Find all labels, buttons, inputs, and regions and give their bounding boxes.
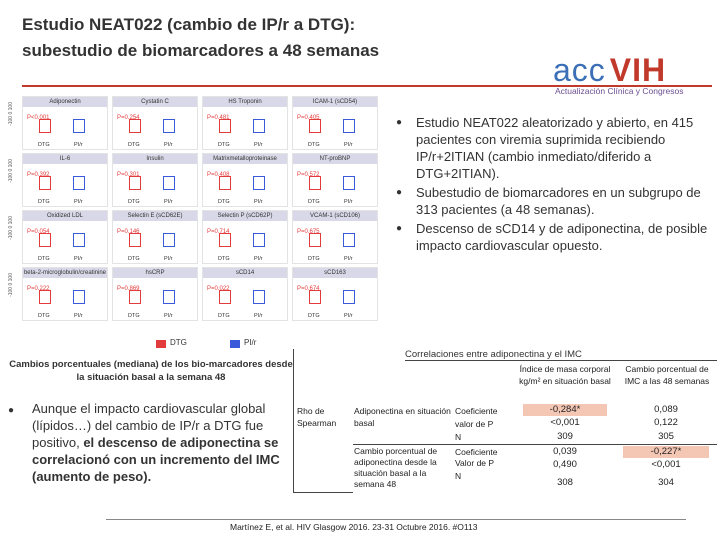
x-label-dtg: DTG (38, 313, 50, 319)
row2-stat-n: N (455, 471, 462, 481)
x-label-dtg: DTG (218, 256, 230, 262)
pir-box (163, 233, 175, 247)
legend-pir-swatch (230, 340, 240, 348)
pir-box (253, 176, 265, 190)
panel-title: hsCRP (113, 268, 197, 278)
logo-subtitle: Actualización Clínica y Congresos (555, 86, 684, 96)
dtg-box (39, 290, 51, 304)
dtg-box (129, 233, 141, 247)
x-label-pir: PI/r (254, 313, 263, 319)
r1-change-coef: 0,089 (654, 404, 678, 415)
panel-title: IL-6 (23, 154, 107, 164)
panel-pvalue: P=0.222 (27, 286, 50, 292)
panel-pvalue: P=0.054 (27, 229, 50, 235)
biomarker-panel (292, 96, 378, 150)
bullet-dot-icon: ● (396, 187, 403, 198)
x-label-pir: PI/r (344, 256, 353, 262)
x-label-dtg: DTG (308, 142, 320, 148)
x-label-pir: PI/r (164, 256, 173, 262)
panel-title: ICAM-1 (sCD54) (293, 97, 377, 107)
x-label-dtg: DTG (128, 256, 140, 262)
study-bullets (396, 114, 712, 256)
logo-acc-text: acc (553, 52, 606, 88)
pir-box (343, 176, 355, 190)
biomarker-panel (292, 210, 378, 264)
y-axis-ticks: -100 0 100 (8, 159, 14, 183)
dtg-box (39, 119, 51, 133)
slide-title-line2: subestudio de biomarcadores a 48 semanas (22, 41, 380, 60)
x-label-pir: PI/r (254, 142, 263, 148)
biomarker-panel (112, 153, 198, 207)
x-label-dtg: DTG (218, 142, 230, 148)
plots-caption: Cambios porcentuales (mediana) de los bio-marcadores desde la situación basal a la semana 48 (9, 359, 293, 383)
panel-pvalue: P=0.572 (297, 172, 320, 178)
pir-box (73, 119, 85, 133)
panel-pvalue: P=0.405 (297, 115, 320, 121)
x-label-dtg: DTG (308, 313, 320, 319)
panel-pvalue: P=0.146 (117, 229, 140, 235)
panel-title: Insulin (113, 154, 197, 164)
header-imc-change: Cambio porcentual de IMC a las 48 semanas (624, 364, 710, 386)
correlation-table (293, 349, 717, 520)
legend-dtg-label: DTG (170, 338, 187, 347)
bullet-dot-icon: ● (396, 117, 403, 128)
y-axis-ticks: -100 0 100 (8, 273, 14, 297)
conclusion-text: Aunque el impacto cardiovascular global (lípidos…) del cambio de IP/r a DTG fue positivo, (32, 401, 266, 450)
r1-imc-coef: -0,284* (523, 404, 607, 416)
dtg-box (129, 176, 141, 190)
biomarker-panel (22, 96, 108, 150)
acc-vih-logo (553, 52, 713, 98)
panel-title: beta-2-microglobulin/creatinine (23, 270, 107, 276)
bullet-text: Descenso de sCD14 y de adiponectina, de posible impacto cardiovascular opuesto. (416, 221, 708, 253)
bullet-item (396, 114, 712, 182)
bullet-item (396, 184, 712, 218)
r2-imc-n: 308 (557, 477, 573, 488)
pir-box (163, 176, 175, 190)
x-label-dtg: DTG (128, 313, 140, 319)
legend-pir-label: PI/r (244, 338, 257, 347)
x-label-dtg: DTG (218, 199, 230, 205)
x-label-pir: PI/r (164, 142, 173, 148)
dtg-box (219, 176, 231, 190)
x-label-pir: PI/r (74, 142, 83, 148)
x-label-pir: PI/r (164, 313, 173, 319)
panel-title: sCD163 (293, 268, 377, 278)
x-label-dtg: DTG (128, 142, 140, 148)
r1-imc-p: <0,001 (550, 417, 580, 428)
row2-label: Cambio porcentual de adiponectina desde la situación basal a la semana 48 (354, 446, 438, 489)
biomarker-panel (22, 267, 108, 321)
slide-title-line1: Estudio NEAT022 (cambio de IP/r a DTG): (22, 15, 356, 34)
panel-pvalue: P=0.869 (117, 286, 140, 292)
pir-box (163, 290, 175, 304)
r2-imc-coef: 0,039 (553, 446, 577, 457)
x-label-dtg: DTG (38, 199, 50, 205)
y-axis-ticks: -100 0 100 (8, 216, 14, 240)
panel-pvalue: P=0.392 (27, 172, 50, 178)
pir-box (343, 119, 355, 133)
pir-box (73, 290, 85, 304)
row1-label: Adiponectina en situación basal (354, 406, 451, 428)
r2-change-n: 304 (658, 477, 674, 488)
y-axis-ticks: -100 0 100 (8, 102, 14, 126)
dtg-box (309, 290, 321, 304)
r2-imc-p: 0,490 (553, 459, 577, 470)
row2-stat-p: Valor de P (455, 458, 495, 468)
x-label-dtg: DTG (308, 199, 320, 205)
panel-title: Matrixmetalloproteinase (203, 154, 287, 164)
panel-pvalue: P<0.001 (27, 115, 50, 121)
slide-title (22, 12, 542, 64)
biomarker-panel (202, 210, 288, 264)
x-label-dtg: DTG (38, 256, 50, 262)
panel-pvalue: P=0.714 (207, 229, 230, 235)
panel-title: sCD14 (203, 268, 287, 278)
r1-change-p: 0,122 (654, 417, 678, 428)
dtg-box (129, 290, 141, 304)
dtg-box (309, 176, 321, 190)
dtg-box (39, 233, 51, 247)
x-label-dtg: DTG (128, 199, 140, 205)
header-imc: Índice de masa corporal kg/m² en situación basal (519, 364, 611, 386)
biomarker-panel (112, 210, 198, 264)
panel-title: Selectin P (sCD62P) (203, 211, 287, 221)
x-label-pir: PI/r (344, 199, 353, 205)
biomarker-panel (22, 153, 108, 207)
table-rule (293, 349, 294, 492)
panel-pvalue: P=0.408 (207, 172, 230, 178)
x-label-pir: PI/r (344, 142, 353, 148)
conclusion-bold-text: el descenso de adiponectina se correlacionó con un incremento del IMC (aumento de peso). (32, 435, 280, 484)
pir-box (253, 233, 265, 247)
dtg-box (309, 119, 321, 133)
table-title: Correlaciones entre adiponectina y el IMC (405, 349, 582, 360)
panel-pvalue: P=0.022 (207, 286, 230, 292)
panel-pvalue: P=0.674 (297, 286, 320, 292)
bullet-dot-icon: ● (396, 223, 403, 234)
r2-change-coef: -0,227* (623, 446, 709, 458)
x-label-pir: PI/r (254, 199, 263, 205)
x-label-dtg: DTG (218, 313, 230, 319)
citation-footer: Martínez E, et al. HIV Glasgow 2016. 23-31 Octubre 2016. #O113 (230, 522, 478, 532)
x-label-pir: PI/r (74, 256, 83, 262)
biomarker-panel (22, 210, 108, 264)
biomarker-panel (202, 153, 288, 207)
r1-imc-n: 309 (557, 431, 573, 442)
bullet-text: Subestudio de biomarcadores en un subgrupo de 313 pacientes (a 48 semanas). (416, 185, 701, 217)
dtg-box (219, 233, 231, 247)
pir-box (343, 233, 355, 247)
x-label-pir: PI/r (344, 313, 353, 319)
bullet-item (396, 220, 712, 254)
biomarker-panel (292, 267, 378, 321)
x-label-pir: PI/r (74, 313, 83, 319)
x-label-dtg: DTG (308, 256, 320, 262)
pir-box (73, 233, 85, 247)
bullet-dot-icon: ● (8, 405, 15, 416)
biomarker-panel (112, 267, 198, 321)
row1-stat-n: N (455, 432, 462, 442)
row-group-label: Rho de Spearman (297, 406, 337, 428)
panel-title: Adiponectin (23, 97, 107, 107)
pir-box (73, 176, 85, 190)
panel-title: Oxidized LDL (23, 211, 107, 221)
panel-title: VCAM-1 (sCD106) (293, 211, 377, 221)
table-rule (353, 444, 717, 445)
r1-change-n: 305 (658, 431, 674, 442)
panel-title: Selectin E (sCD62E) (113, 211, 197, 221)
biomarker-panel (292, 153, 378, 207)
plot-legend (156, 338, 276, 350)
pir-box (253, 290, 265, 304)
x-label-dtg: DTG (38, 142, 50, 148)
row2-stat-coef: Coeficiente (455, 447, 498, 457)
row1-stat-coef: Coeficiente (455, 406, 498, 416)
x-label-pir: PI/r (254, 256, 263, 262)
pir-box (253, 119, 265, 133)
table-rule (405, 360, 717, 361)
biomarker-panel (112, 96, 198, 150)
dtg-box (219, 290, 231, 304)
x-label-pir: PI/r (164, 199, 173, 205)
panel-title: Cystatin C (113, 97, 197, 107)
x-label-pir: PI/r (74, 199, 83, 205)
table-rule (293, 492, 353, 493)
row1-stat-p: valor de P (455, 419, 494, 429)
r2-change-p: <0,001 (651, 459, 681, 470)
logo-vih-text: VIH (609, 52, 667, 88)
panel-pvalue: P=0.481 (207, 115, 230, 121)
biomarker-panel (202, 96, 288, 150)
biomarker-panel (202, 267, 288, 321)
panel-title: NT-proBNP (293, 154, 377, 164)
bullet-text: Estudio NEAT022 aleatorizado y abierto, en 415 pacientes con viremia suprimida recibiendo IP/r+2ITIAN (cambio inmediato/diferido a DTG+2ITIAN). (416, 115, 694, 181)
pir-box (163, 119, 175, 133)
dtg-box (309, 233, 321, 247)
dtg-box (129, 119, 141, 133)
panel-pvalue: P=0.301 (117, 172, 140, 178)
dtg-box (39, 176, 51, 190)
panel-title: HS Troponin (203, 97, 287, 107)
biomarker-boxplots (8, 96, 382, 352)
panel-pvalue: P=0.254 (117, 115, 140, 121)
dtg-box (219, 119, 231, 133)
legend-dtg-swatch (156, 340, 166, 348)
pir-box (343, 290, 355, 304)
footer-divider (106, 519, 686, 520)
panel-pvalue: P=0.675 (297, 229, 320, 235)
